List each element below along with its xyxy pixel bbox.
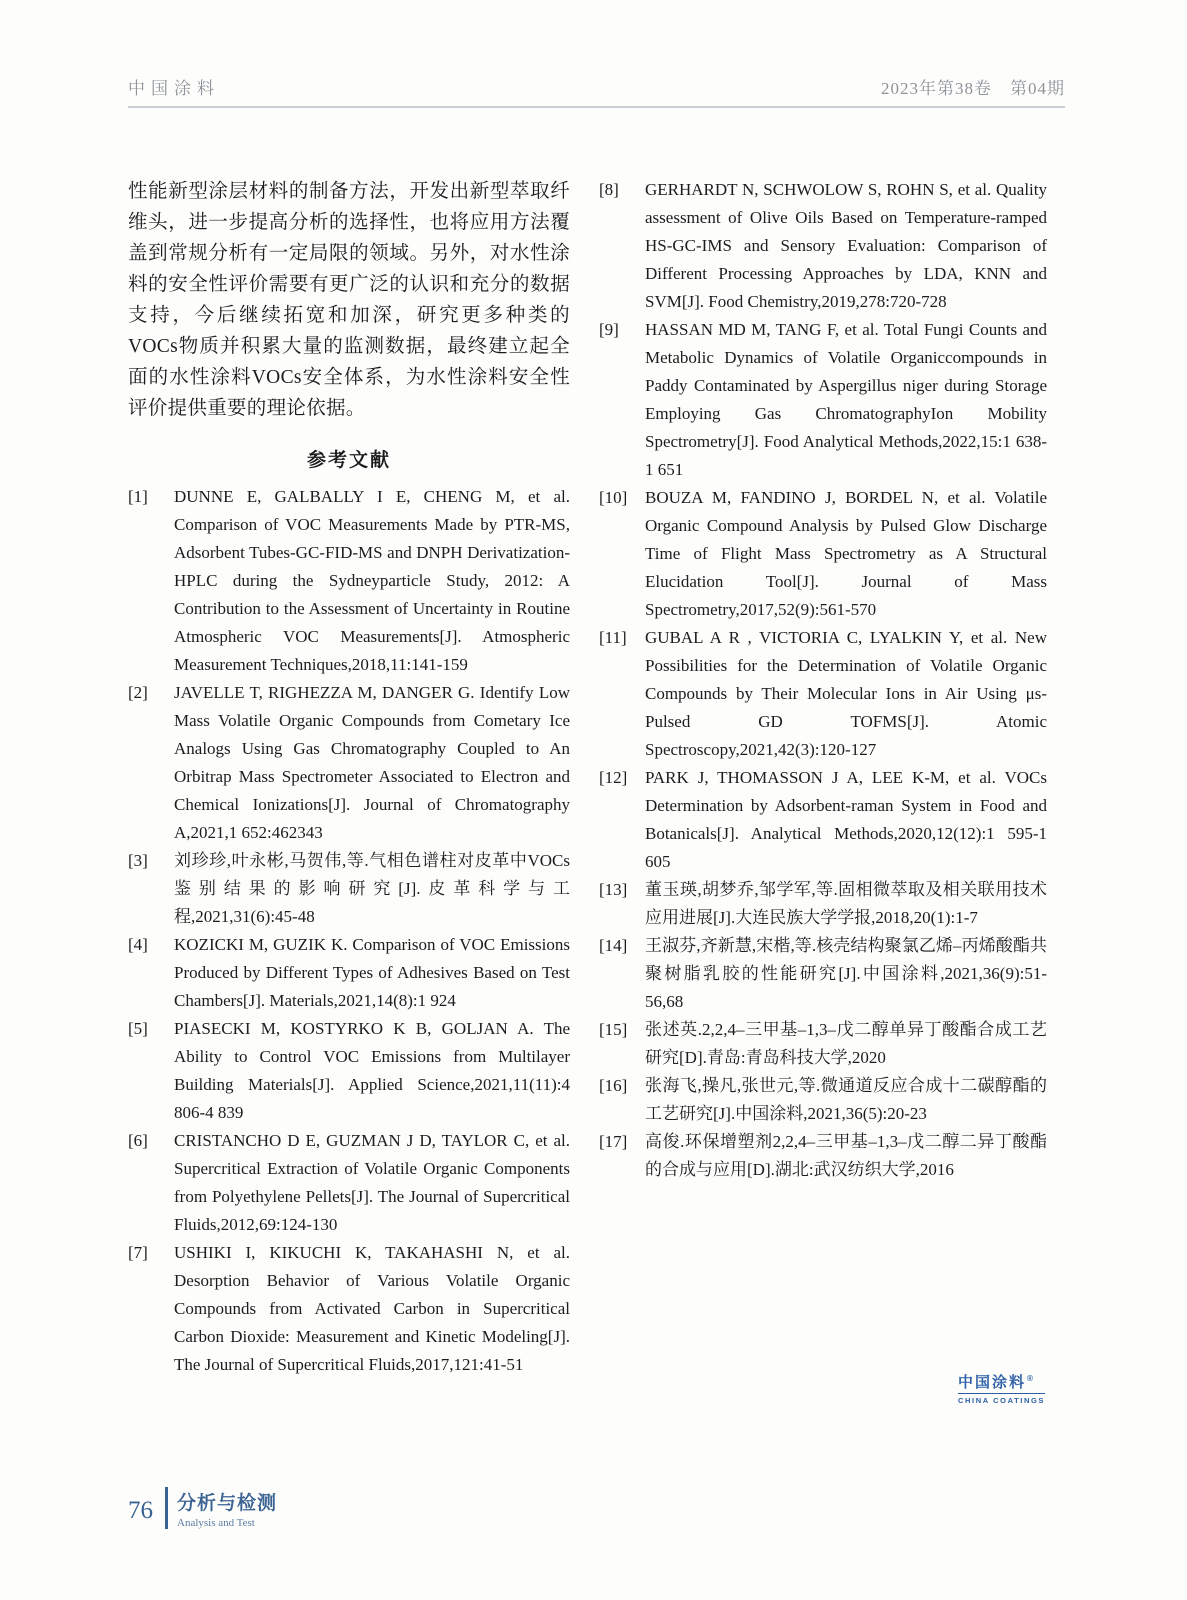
reference-text: GERHARDT N, SCHWOLOW S, ROHN S, et al. Quality assessment of Olive Oils Based on Temperature-ramped HS-GC-IMS and Sensory Evaluation: Comparison of Different Processing Approaches by LDA, KNN and SVM[J]. Food Chemistry,2019,278:720-728 — [645, 180, 1047, 311]
reference-text: DUNNE E, GALBALLY I E, CHENG M, et al. Comparison of VOC Measurements Made by PTR-MS, Adsorbent Tubes-GC-FID-MS and DNPH Derivatization-HPLC during the Sydneyparticle Study, 2012: A Contribution to the Assessment of Uncertainty in Routine Atmospheric VOC Measurements[J]. Atmospheric Measurement Techniques,2018,11:141-159 — [174, 487, 570, 674]
reference-item — [128, 1239, 570, 1379]
reference-item — [128, 847, 570, 931]
logo-name-en: CHINA COATINGS — [958, 1393, 1045, 1405]
reference-item — [599, 876, 1047, 932]
reference-text: KOZICKI M, GUZIK K. Comparison of VOC Emissions Produced by Different Types of Adhesives Based on Test Chambers[J]. Materials,2021,14(8):1 924 — [174, 935, 570, 1010]
reference-item — [128, 483, 570, 679]
reference-number: [15] — [599, 1020, 628, 1039]
reference-text: CRISTANCHO D E, GUZMAN J D, TAYLOR C, et al. Supercritical Extraction of Volatile Organic Components from Polyethylene Pellets[J]. The Journal of Supercritical Fluids,2012,69:124-130 — [174, 1131, 570, 1234]
reference-number: [7] — [128, 1243, 148, 1262]
section-title-cn: 分析与检测 — [177, 1492, 278, 1514]
reference-item — [599, 484, 1047, 624]
reference-text: 张述英.2,2,4–三甲基–1,3–戊二醇单异丁酸酯合成工艺研究[D].青岛:青岛科技大学,2020 — [645, 1020, 1047, 1067]
reference-number: [1] — [128, 487, 148, 506]
reference-number: [6] — [128, 1131, 148, 1150]
right-column — [599, 176, 1047, 1405]
reference-item — [128, 1015, 570, 1127]
logo-name-cn — [958, 1371, 1045, 1392]
reference-number: [4] — [128, 935, 148, 954]
reference-item — [599, 764, 1047, 876]
reference-number: [13] — [599, 880, 628, 899]
reference-item — [128, 679, 570, 847]
reference-text: USHIKI I, KIKUCHI K, TAKAHASHI N, et al. Desorption Behavior of Various Volatile Organic Compounds from Activated Carbon in Supercritical Carbon Dioxide: Measurement and Kinetic Modeling[J]. The Journal of Supercritical Fluids,2017,121:41-51 — [174, 1243, 570, 1374]
reference-item — [599, 176, 1047, 316]
reference-text: 张海飞,操凡,张世元,等.微通道反应合成十二碳醇酯的工艺研究[J].中国涂料,2021,36(5):20-23 — [645, 1076, 1047, 1123]
registered-mark: ® — [1027, 1374, 1035, 1383]
reference-number: [8] — [599, 180, 619, 199]
reference-item — [599, 932, 1047, 1016]
reference-item — [599, 624, 1047, 764]
reference-item — [599, 1128, 1047, 1184]
reference-item — [599, 1072, 1047, 1128]
journal-name: 中国涂料 — [128, 79, 220, 98]
reference-text: PARK J, THOMASSON J A, LEE K-M, et al. VOCs Determination by Adsorbent-raman System in Food and Botanicals[J]. Analytical Methods,2020,12(12):1 595-1 605 — [645, 768, 1047, 871]
reference-number: [5] — [128, 1019, 148, 1038]
reference-number: [12] — [599, 768, 628, 787]
footer-divider — [165, 1487, 168, 1529]
reference-number: [10] — [599, 488, 628, 507]
reference-text: 王淑芬,齐新慧,宋楷,等.核壳结构聚氯乙烯–丙烯酸酯共聚树脂乳胶的性能研究[J].中国涂料,2021,36(9):51-56,68 — [645, 936, 1047, 1011]
reference-number: [9] — [599, 320, 619, 339]
reference-text: GUBAL A R , VICTORIA C, LYALKIN Y, et al. New Possibilities for the Determination of Volatile Organic Compounds by Their Molecular Ions in Air Using μs-Pulsed GD TOFMS[J]. Atomic Spectroscopy,2021,42(3):120-127 — [645, 628, 1047, 759]
reference-text: BOUZA M, FANDINO J, BORDEL N, et al. Volatile Organic Compound Analysis by Pulsed Glow Discharge Time of Flight Mass Spectrometry as A Structural Elucidation Tool[J]. Journal of Mass Spectrometry,2017,52(9):561-570 — [645, 488, 1047, 619]
logo-text: 中国涂料 — [958, 1374, 1027, 1391]
reference-number: [14] — [599, 936, 628, 955]
reference-list-right — [599, 176, 1047, 1184]
reference-text: PIASECKI M, KOSTYRKO K B, GOLJAN A. The Ability to Control VOC Emissions from Multilayer Building Materials[J]. Applied Science,2021,11(11):4 806-4 839 — [174, 1019, 570, 1122]
references-heading: 参考文献 — [306, 450, 391, 471]
left-column — [128, 176, 570, 1379]
reference-number: [11] — [599, 628, 627, 647]
page-header — [128, 74, 1065, 108]
page-number: 76 — [128, 1497, 153, 1524]
reference-item — [128, 931, 570, 1015]
reference-number: [2] — [128, 683, 148, 702]
reference-number: [3] — [128, 851, 148, 870]
reference-item — [599, 1016, 1047, 1072]
reference-text: 董玉瑛,胡梦乔,邹学军,等.固相微萃取及相关联用技术应用进展[J].大连民族大学学报,2018,20(1):1-7 — [645, 880, 1047, 927]
page-footer — [128, 1487, 277, 1529]
china-coatings-logo — [958, 1371, 1045, 1405]
issue-info: 2023年第38卷 第04期 — [881, 79, 1065, 98]
reference-item — [128, 1127, 570, 1239]
section-title — [177, 1488, 277, 1529]
reference-number: [16] — [599, 1076, 628, 1095]
reference-item — [599, 316, 1047, 484]
reference-number: [17] — [599, 1132, 628, 1151]
reference-text: JAVELLE T, RIGHEZZA M, DANGER G. Identify Low Mass Volatile Organic Compounds from Cometary Ice Analogs Using Gas Chromatography Coupled to An Orbitrap Mass Spectrometer Associated to Electron and Chemical Ionizations[J]. Journal of Chromatography A,2021,1 652:462343 — [174, 683, 570, 842]
reference-text: 刘珍珍,叶永彬,马贺伟,等.气相色谱柱对皮革中VOCs鉴别结果的影响研究[J].皮革科学与工程,2021,31(6):45-48 — [174, 851, 570, 926]
reference-list-left — [128, 483, 570, 1379]
reference-text: HASSAN MD M, TANG F, et al. Total Fungi Counts and Metabolic Dynamics of Volatile Organiccompounds in Paddy Contaminated by Aspergillus niger during Storage Employing Gas ChromatographyIon Mobility Spectrometry[J]. Food Analytical Methods,2022,15:1 638-1 651 — [645, 320, 1047, 479]
section-title-en: Analysis and Test — [177, 1516, 255, 1529]
body-paragraph: 性能新型涂层材料的制备方法，开发出新型萃取纤维头，进一步提高分析的选择性，也将应用方法覆盖到常规分析有一定局限的领域。另外，对水性涂料的安全性评价需要有更广泛的认识和充分的数据支持，今后继续拓宽和加深，研究更多种类的VOCs物质并积累大量的监测数据，最终建立起全面的水性涂料VOCs安全体系，为水性涂料安全性评价提供重要的理论依据。 — [128, 181, 570, 419]
reference-text: 高俊.环保增塑剂2,2,4–三甲基–1,3–戊二醇二异丁酸酯的合成与应用[D].湖北:武汉纺织大学,2016 — [645, 1132, 1047, 1179]
